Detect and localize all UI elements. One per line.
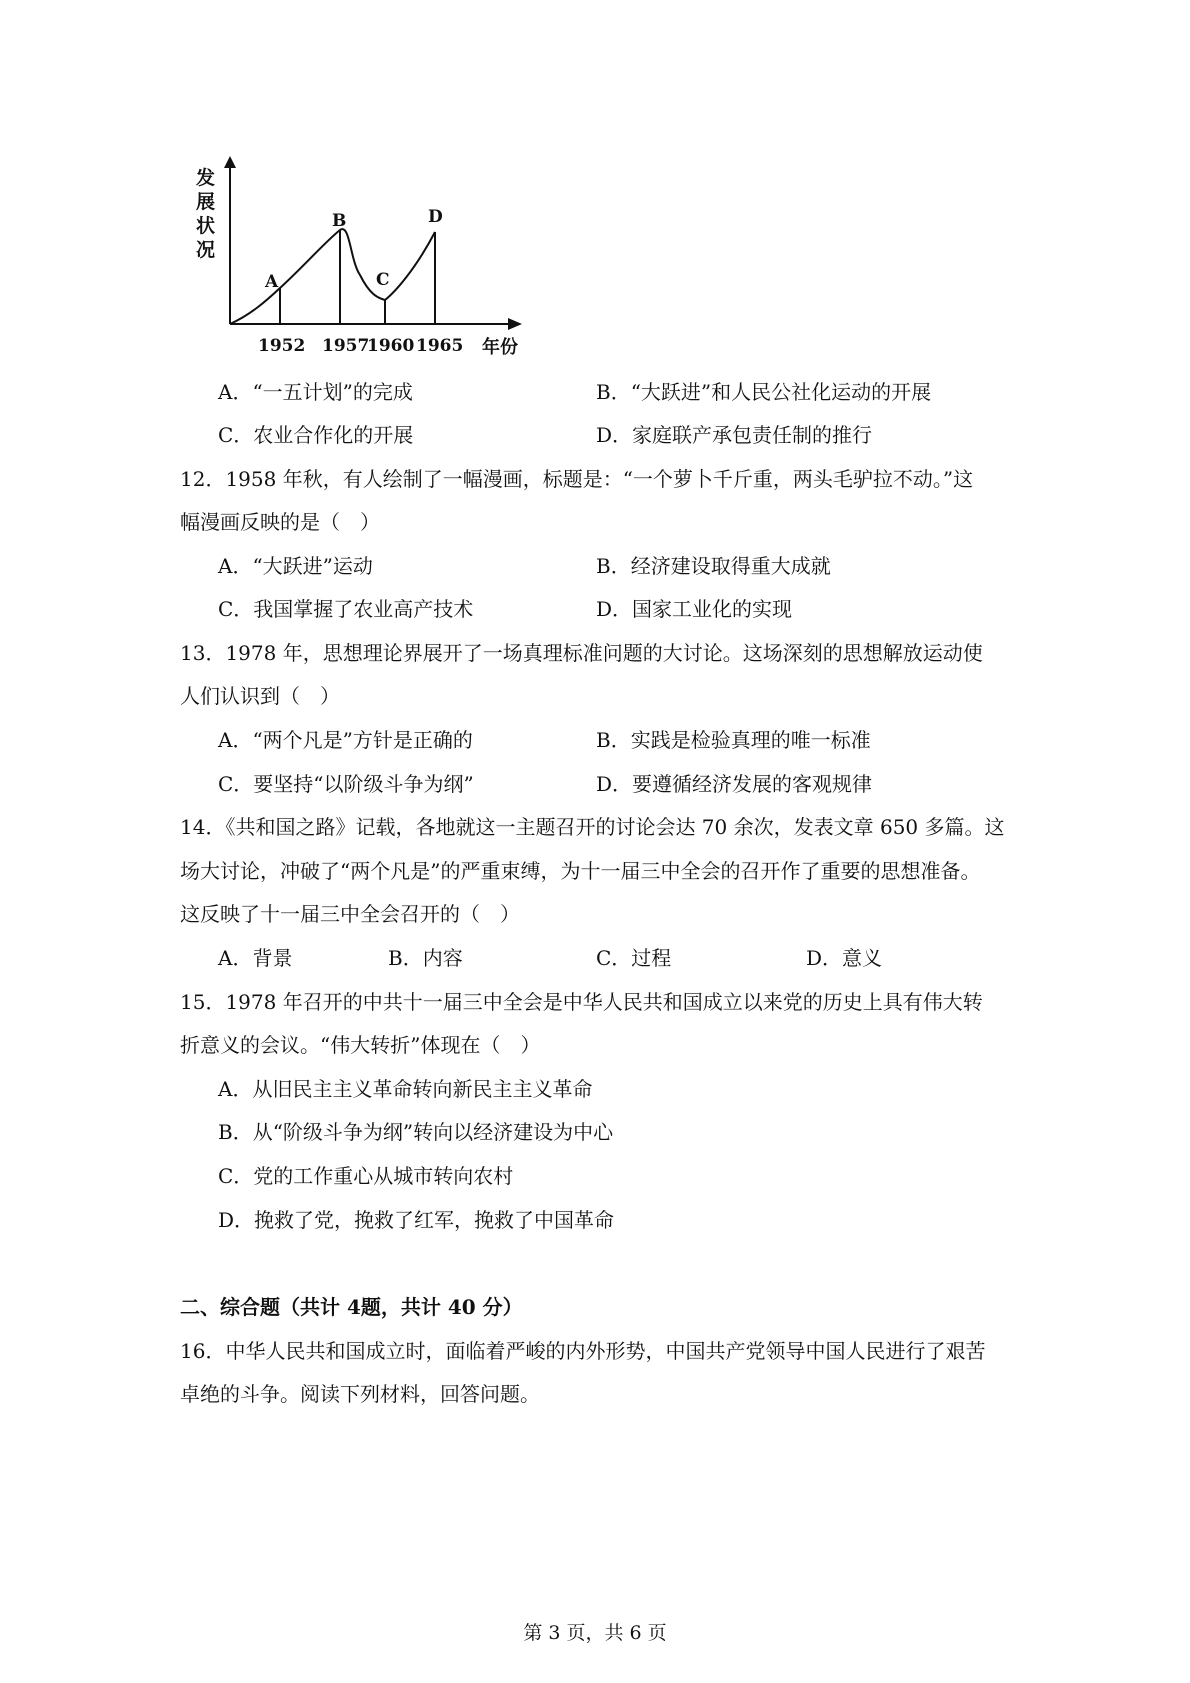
- q14-option-b[interactable]: B．内容: [388, 946, 463, 970]
- x-tick-1952: 1952: [258, 336, 306, 356]
- q12-option-b[interactable]: B．经济建设取得重大成就: [596, 554, 831, 578]
- point-label-b: B: [332, 211, 347, 231]
- q14-option-c[interactable]: C．过程: [596, 946, 672, 970]
- q12-option-a[interactable]: A．“大跃进”运动: [218, 554, 373, 578]
- q13-option-b[interactable]: B．实践是检验真理的唯一标准: [596, 728, 871, 752]
- y-axis: [224, 156, 236, 324]
- q13-option-d[interactable]: D．要遵循经济发展的客观规律: [596, 772, 873, 796]
- q15-stem-line1: 15．1978 年召开的中共十一届三中全会是中华人民共和国成立以来党的历史上具有伟大转: [180, 990, 983, 1014]
- q14-stem-line3: 这反映了十一届三中全会召开的（ ）: [180, 902, 520, 926]
- q11-option-b[interactable]: B．“大跃进”和人民公社化运动的开展: [596, 380, 932, 404]
- q14-stem-line1: 14．《共和国之路》记载，各地就这一主题召开的讨论会达 70 余次，发表文章 650 多篇。这: [180, 815, 1005, 839]
- development-curve: [230, 229, 435, 324]
- q12-option-c[interactable]: C．我国掌握了农业高产技术: [218, 597, 474, 621]
- q14-option-d[interactable]: D．意义: [806, 946, 883, 970]
- point-label-d: D: [428, 207, 443, 227]
- x-tick-1965: 1965: [416, 336, 464, 356]
- q15-option-a[interactable]: A．从旧民主主义革命转向新民主主义革命: [218, 1077, 593, 1101]
- x-axis-arrow-icon: [508, 318, 522, 330]
- q16-stem-line2: 卓绝的斗争。阅读下列材料，回答问题。: [180, 1382, 540, 1406]
- q15-option-d[interactable]: D．挽救了党，挽救了红军，挽救了中国革命: [218, 1208, 615, 1232]
- x-tick-1960: 1960: [367, 336, 415, 356]
- q15-stem-line2: 折意义的会议。“伟大转折”体现在（ ）: [180, 1033, 541, 1057]
- development-chart: [196, 160, 540, 370]
- q11-option-d[interactable]: D．家庭联产承包责任制的推行: [596, 423, 873, 447]
- q16-stem-line1: 16．中华人民共和国成立时，面临着严峻的内外形势，中国共产党领导中国人民进行了艰苦: [180, 1339, 986, 1363]
- section-heading: 二、综合题（共计 4题，共计 40 分）: [180, 1295, 523, 1319]
- q14-stem-line2: 场大讨论，冲破了“两个凡是”的严重束缚，为十一届三中全会的召开作了重要的思想准备。: [180, 859, 981, 883]
- q13-option-c[interactable]: C．要坚持“以阶级斗争为纲”: [218, 772, 474, 796]
- point-label-a: A: [265, 272, 279, 292]
- q13-option-a[interactable]: A．“两个凡是”方针是正确的: [218, 728, 473, 752]
- x-axis: [230, 318, 522, 330]
- q12-stem-line1: 12．1958 年秋，有人绘制了一幅漫画，标题是：“一个萝卜千斤重，两头毛驴拉不动。”这: [180, 467, 974, 491]
- x-axis-label: 年份: [482, 337, 518, 358]
- q14-option-a[interactable]: A．背景: [218, 946, 293, 970]
- q13-stem-line1: 13．1978 年，思想理论界展开了一场真理标准问题的大讨论。这场深刻的思想解放运动使: [180, 641, 983, 665]
- q13-stem-line2: 人们认识到（ ）: [180, 684, 340, 708]
- q15-option-b[interactable]: B．从“阶级斗争为纲”转向以经济建设为中心: [218, 1120, 614, 1144]
- y-axis-label: 发 展 状 况: [196, 167, 216, 261]
- page-number: 第 3 页，共 6 页: [523, 1622, 667, 1644]
- q11-option-c[interactable]: C．农业合作化的开展: [218, 423, 414, 447]
- q12-option-d[interactable]: D．国家工业化的实现: [596, 597, 793, 621]
- q11-option-a[interactable]: A．“一五计划”的完成: [218, 380, 413, 404]
- point-label-c: C: [376, 270, 390, 290]
- q12-stem-line2: 幅漫画反映的是（ ）: [180, 510, 380, 534]
- q15-option-c[interactable]: C．党的工作重心从城市转向农村: [218, 1164, 514, 1188]
- x-tick-1957: 1957: [322, 336, 370, 356]
- y-axis-arrow-icon: [224, 156, 236, 168]
